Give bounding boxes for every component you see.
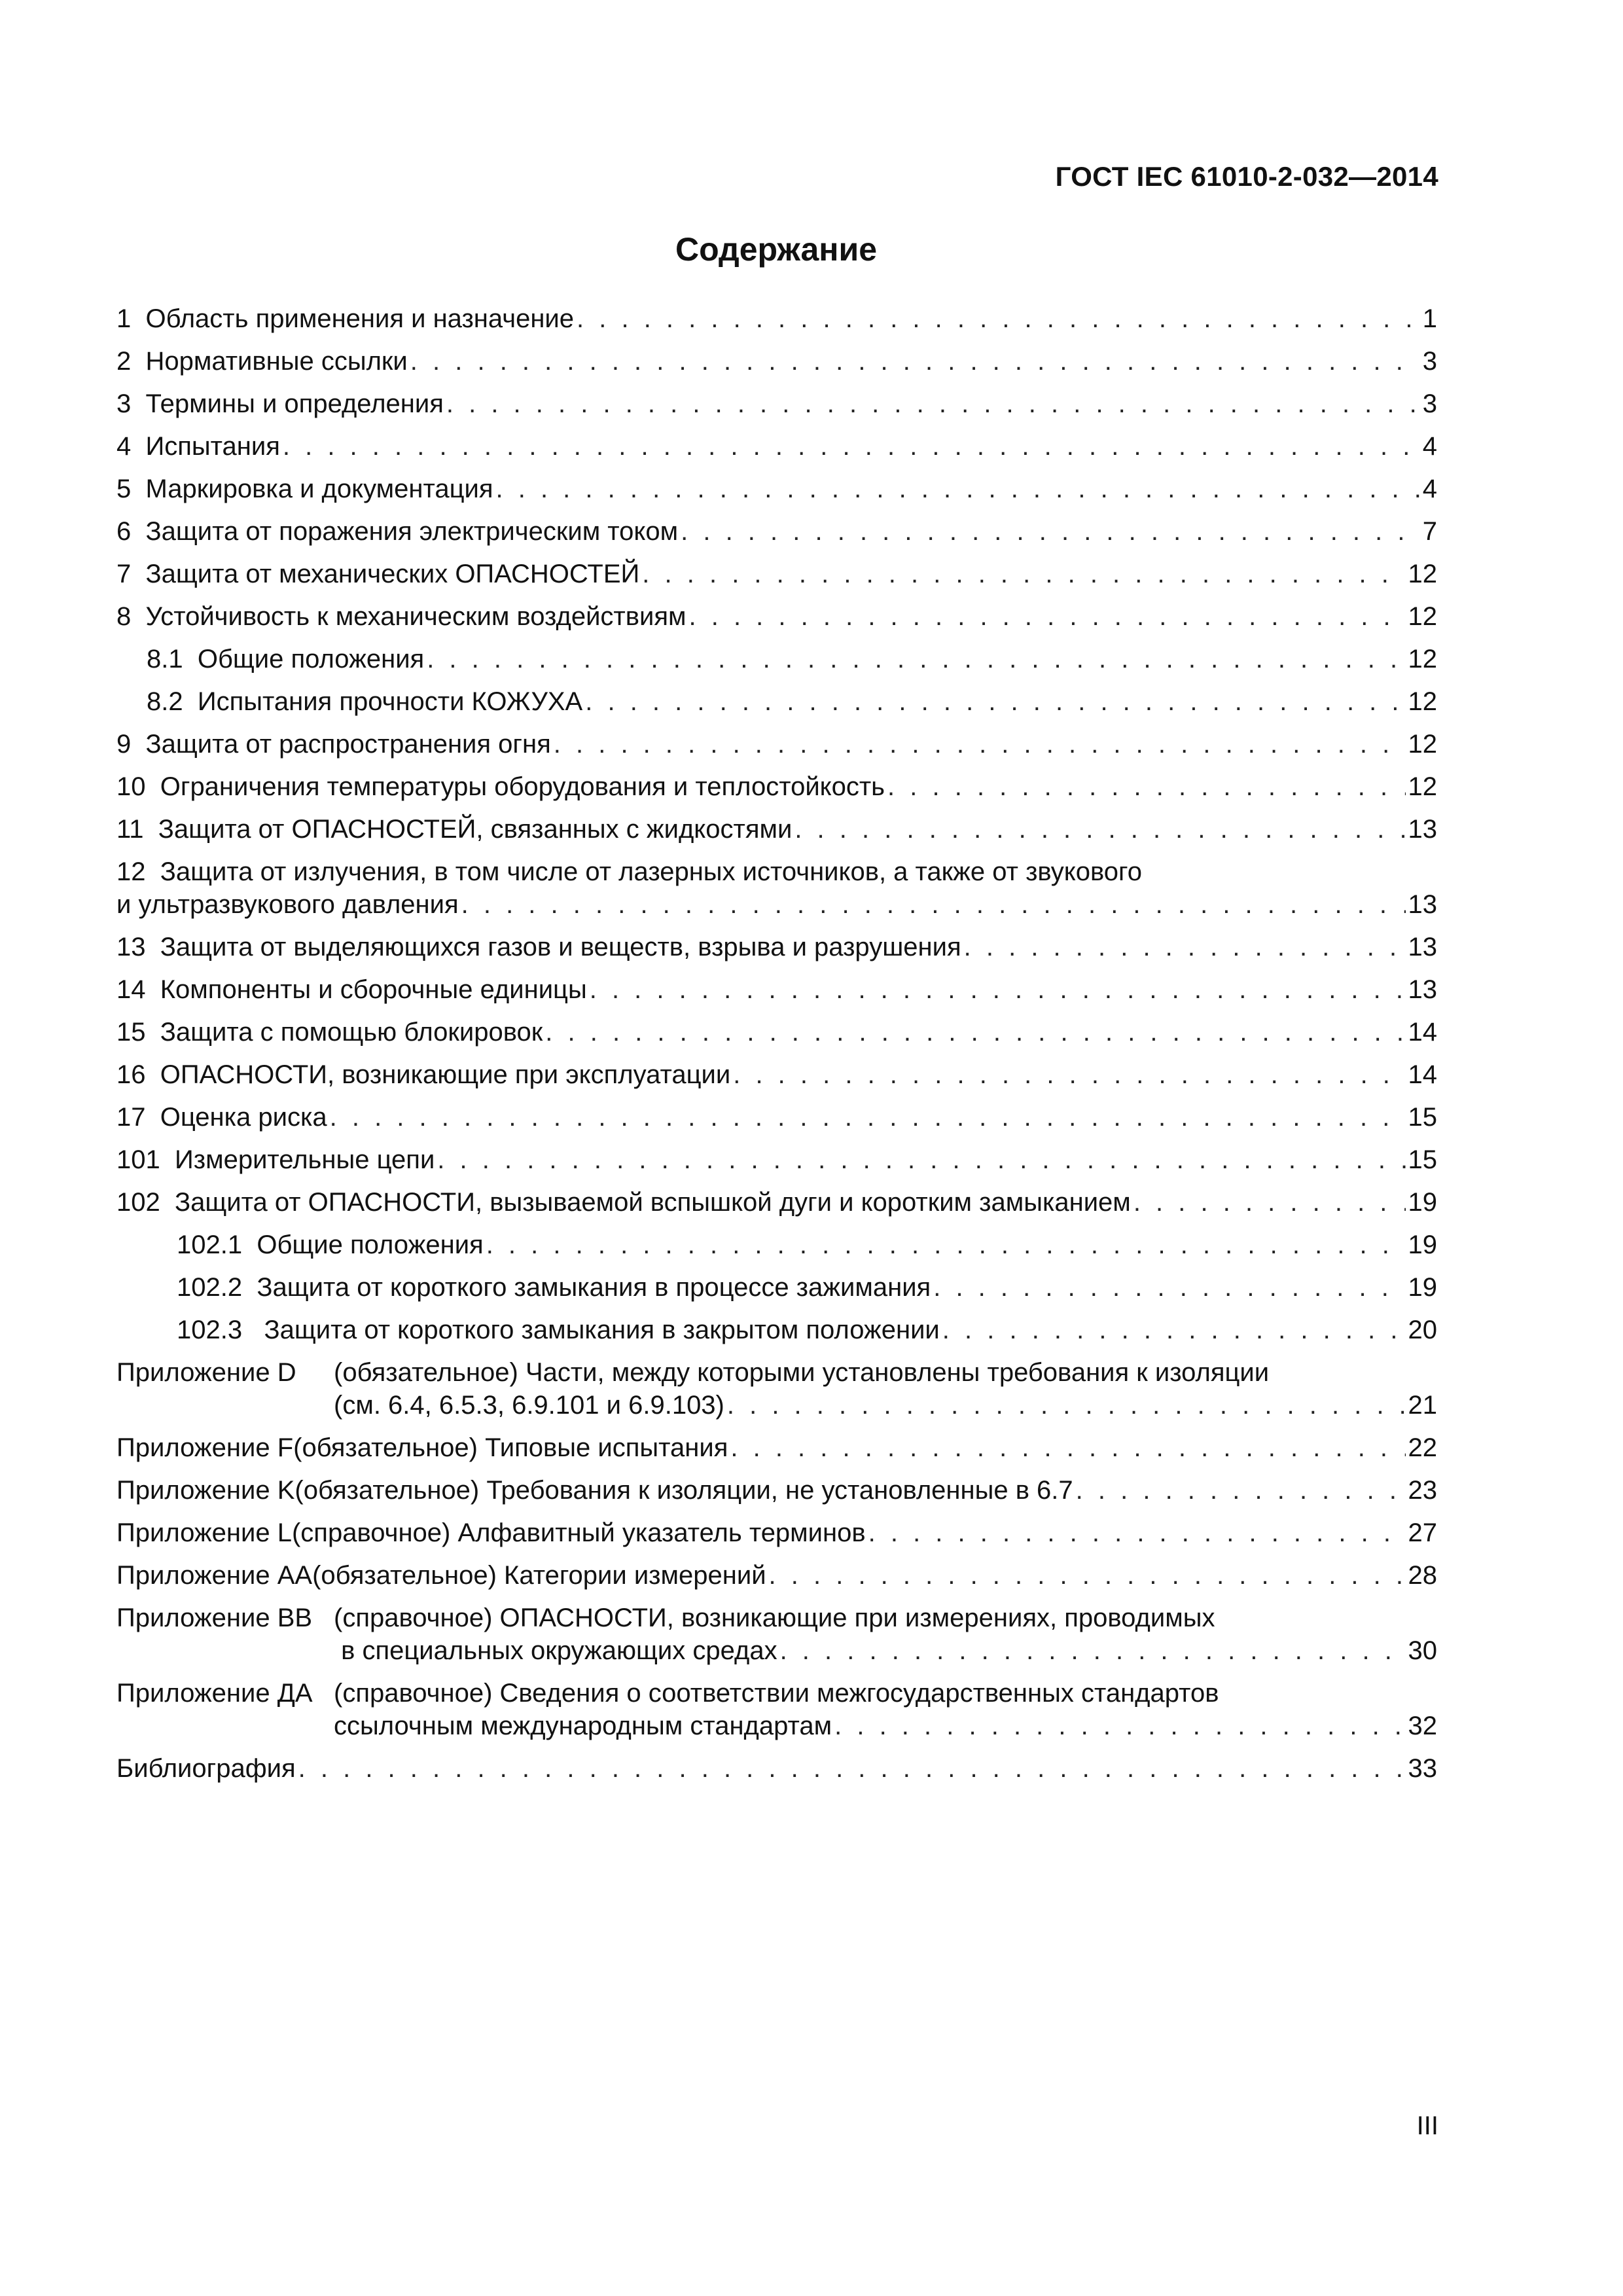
appendix-title-continued: в специальных окружающих средах	[334, 1636, 777, 1665]
toc-page: 19	[1408, 1273, 1437, 1302]
appendix-title: (справочное) ОПАСНОСТИ, возникающие при измерениях, проводимых	[334, 1604, 1215, 1632]
toc-entry-14[interactable]	[116, 973, 1437, 1006]
toc-entry-12[interactable]	[116, 855, 1437, 921]
toc-entry-1[interactable]	[116, 302, 1437, 335]
toc-page: 13	[1408, 815, 1437, 844]
appendix-label: Приложение ДА	[116, 1679, 313, 1708]
toc-appendix-f[interactable]	[116, 1431, 1437, 1464]
appendix-title-continued: (см. 6.4, 6.5.3, 6.9.101 и 6.9.103)	[334, 1391, 724, 1420]
toc-page: 19	[1408, 1188, 1437, 1217]
appendix-title-continued: ссылочным международным стандартам	[334, 1712, 832, 1740]
toc-number: 1	[116, 304, 132, 333]
page-number: III	[1416, 2111, 1438, 2140]
toc-entry-2[interactable]	[116, 345, 1437, 378]
table-of-contents	[116, 302, 1437, 1795]
toc-appendix-l[interactable]	[116, 1516, 1437, 1549]
toc-number: 8.2	[147, 687, 183, 716]
appendix-title: (справочное) Алфавитный указатель терминов	[291, 1518, 866, 1547]
toc-page: 32	[1408, 1712, 1437, 1740]
toc-title: Защита от короткого замыкания в закрытом положении	[264, 1316, 940, 1344]
appendix-title: (справочное) Сведения о соответствии межгосударственных стандартов	[334, 1679, 1219, 1708]
toc-page: 12	[1408, 730, 1437, 759]
toc-number: 13	[116, 933, 146, 961]
appendix-title: (обязательное) Части, между которыми установлены требования к изоляции	[334, 1358, 1270, 1387]
toc-title: Защита с помощью блокировок	[160, 1018, 543, 1047]
toc-entry-11[interactable]	[116, 813, 1437, 846]
toc-page: 1	[1422, 304, 1437, 333]
toc-number: 8	[116, 602, 132, 631]
toc-entry-9[interactable]	[116, 728, 1437, 761]
toc-page: 14	[1408, 1060, 1437, 1089]
appendix-label: Приложение D	[116, 1358, 296, 1387]
toc-number: 14	[116, 975, 146, 1004]
appendix-label: Приложение L	[116, 1518, 292, 1547]
toc-number: 12	[116, 857, 146, 886]
toc-appendix-aa[interactable]	[116, 1559, 1437, 1592]
toc-page: 13	[1408, 975, 1437, 1004]
toc-title: Защита от короткого замыкания в процессе зажимания	[257, 1273, 931, 1302]
toc-entry-102-1[interactable]	[116, 1229, 1437, 1261]
toc-number: 17	[116, 1103, 146, 1132]
toc-entry-16[interactable]	[116, 1058, 1437, 1091]
toc-entry-8-1[interactable]	[116, 643, 1437, 675]
toc-entry-4[interactable]	[116, 430, 1437, 463]
toc-title: Ограничения температуры оборудования и теплостойкость	[160, 772, 885, 801]
toc-title: Защита от ОПАСНОСТЕЙ, связанных с жидкостями	[158, 815, 793, 844]
toc-page: 30	[1408, 1636, 1437, 1665]
toc-title: Нормативные ссылки	[145, 347, 408, 376]
toc-title: Испытания	[145, 432, 280, 461]
toc-page: 28	[1408, 1561, 1437, 1590]
toc-title: Термины и определения	[145, 389, 444, 418]
toc-entry-102[interactable]	[116, 1186, 1437, 1219]
toc-appendix-d[interactable]	[116, 1356, 1437, 1422]
toc-appendix-k[interactable]	[116, 1474, 1437, 1507]
toc-page: 7	[1422, 517, 1437, 546]
toc-number: 7	[116, 560, 132, 588]
toc-page: 12	[1408, 602, 1437, 631]
toc-page: 27	[1408, 1518, 1437, 1547]
toc-page: 23	[1408, 1476, 1437, 1505]
toc-page: 4	[1422, 432, 1437, 461]
toc-entry-10[interactable]	[116, 770, 1437, 803]
toc-page: 13	[1408, 890, 1437, 919]
toc-page: 12	[1408, 645, 1437, 673]
toc-number: 6	[116, 517, 132, 546]
toc-title: Компоненты и сборочные единицы	[160, 975, 587, 1004]
toc-entry-6[interactable]	[116, 515, 1437, 548]
toc-entry-15[interactable]	[116, 1016, 1437, 1049]
toc-entry-3[interactable]	[116, 387, 1437, 420]
appendix-title: (обязательное) Требования к изоляции, не установленные в 6.7	[294, 1476, 1073, 1505]
toc-number: 4	[116, 432, 132, 461]
toc-number: 3	[116, 389, 132, 418]
toc-entry-102-3[interactable]	[116, 1314, 1437, 1346]
toc-page: 19	[1408, 1230, 1437, 1259]
toc-entry-101[interactable]	[116, 1143, 1437, 1176]
toc-page: 3	[1422, 347, 1437, 376]
toc-entry-17[interactable]	[116, 1101, 1437, 1134]
toc-page: 4	[1422, 475, 1437, 503]
appendix-title: (обязательное) Типовые испытания	[293, 1433, 728, 1462]
toc-number: 102.3	[177, 1316, 243, 1344]
toc-page: 12	[1408, 560, 1437, 588]
toc-title: Область применения и назначение	[145, 304, 575, 333]
toc-entry-8-2[interactable]	[116, 685, 1437, 718]
toc-title: Устойчивость к механическим воздействиям	[145, 602, 687, 631]
toc-number: 11	[116, 815, 144, 844]
toc-number: 101	[116, 1145, 160, 1174]
toc-title: Общие положения	[197, 645, 425, 673]
toc-title: Защита от излучения, в том числе от лазерных источников, а также от звукового	[160, 857, 1142, 886]
toc-title: Защита от выделяющихся газов и веществ, взрыва и разрушения	[160, 933, 961, 961]
toc-number: 9	[116, 730, 132, 759]
appendix-label: Приложение АА	[116, 1561, 313, 1590]
appendix-label: Приложение F	[116, 1433, 294, 1462]
toc-number: 16	[116, 1060, 146, 1089]
toc-number: 2	[116, 347, 132, 376]
toc-bibliography[interactable]	[116, 1752, 1437, 1785]
toc-title: Защита от распространения огня	[145, 730, 551, 759]
toc-appendix-bb[interactable]	[116, 1602, 1437, 1667]
toc-number: 10	[116, 772, 146, 801]
toc-entry-13[interactable]	[116, 931, 1437, 963]
toc-page: 21	[1408, 1391, 1437, 1420]
page-title: Содержание	[675, 231, 878, 268]
bibliography-label: Библиография	[116, 1754, 296, 1783]
toc-title: ОПАСНОСТИ, возникающие при эксплуатации	[160, 1060, 731, 1089]
toc-title: Оценка риска	[160, 1103, 327, 1132]
toc-entry-5[interactable]	[116, 473, 1437, 505]
toc-title: Маркировка и документация	[145, 475, 493, 503]
toc-page: 12	[1408, 772, 1437, 801]
toc-page: 14	[1408, 1018, 1437, 1047]
toc-page: 20	[1408, 1316, 1437, 1344]
toc-entry-102-2[interactable]	[116, 1271, 1437, 1304]
toc-entry-7[interactable]	[116, 558, 1437, 590]
toc-title: Общие положения	[257, 1230, 484, 1259]
appendix-label: Приложение K	[116, 1476, 295, 1505]
toc-title-continued: и ультразвукового давления	[116, 890, 459, 919]
toc-page: 22	[1408, 1433, 1437, 1462]
toc-page: 15	[1408, 1103, 1437, 1132]
toc-title: Защита от механических ОПАСНОСТЕЙ	[145, 560, 640, 588]
toc-title: Защита от ОПАСНОСТИ, вызываемой вспышкой дуги и коротким замыканием	[174, 1188, 1131, 1217]
appendix-title: (обязательное) Категории измерений	[312, 1561, 766, 1590]
toc-page: 12	[1408, 687, 1437, 716]
toc-number: 102	[116, 1188, 160, 1217]
toc-title: Испытания прочности КОЖУХА	[197, 687, 583, 716]
toc-page: 15	[1408, 1145, 1437, 1174]
toc-number: 8.1	[147, 645, 183, 673]
toc-page: 3	[1422, 389, 1437, 418]
toc-number: 102.2	[177, 1273, 243, 1302]
toc-page: 13	[1408, 933, 1437, 961]
toc-page: 33	[1408, 1754, 1437, 1783]
toc-appendix-da[interactable]	[116, 1677, 1437, 1742]
toc-number: 102.1	[177, 1230, 243, 1259]
appendix-label: Приложение ВВ	[116, 1604, 313, 1632]
toc-entry-8[interactable]	[116, 600, 1437, 633]
toc-number: 5	[116, 475, 132, 503]
toc-title: Защита от поражения электрическим током	[145, 517, 679, 546]
document-id: ГОСТ IEC 61010-2-032—2014	[1055, 161, 1438, 192]
toc-number: 15	[116, 1018, 146, 1047]
toc-title: Измерительные цепи	[174, 1145, 435, 1174]
